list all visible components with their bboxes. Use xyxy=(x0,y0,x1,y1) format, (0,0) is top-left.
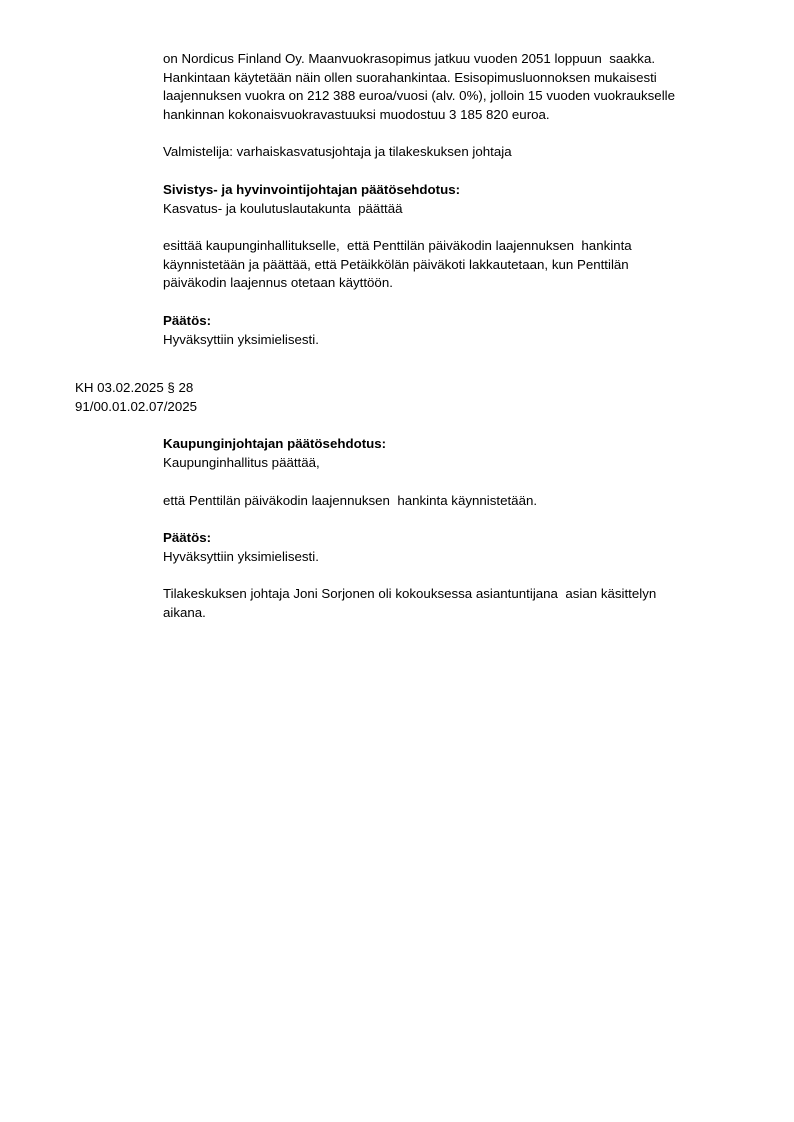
text-line: on Nordicus Finland Oy. Maanvuokrasopimus jatkuu vuoden 2051 loppuun saakka. xyxy=(163,51,656,66)
proposal-subline: Kasvatus- ja koulutuslautakunta päättää xyxy=(163,200,403,216)
text-line: Hankintaan käytetään näin ollen suorahankintaa. Esisopimusluonnoksen mukaisesti xyxy=(163,69,657,85)
decision-city-board-section xyxy=(163,529,794,566)
diary-number-line: 91/00.01.02.07/2025 xyxy=(75,398,198,414)
decision-heading: Päätös: xyxy=(163,312,212,328)
text-line: hankinnan kokonaisvuokravastuuksi muodostuu 3 185 820 euroa. xyxy=(163,106,550,122)
decision-text: Hyväksyttiin yksimielisesti. xyxy=(163,548,319,564)
case-reference xyxy=(75,379,794,416)
text-line: käynnistetään ja päättää, että Petäikkölän päiväkoti lakkautetaan, kun Penttilän xyxy=(163,256,629,272)
decision-board-section xyxy=(163,312,794,349)
proposal-subline: Kaupunginhallitus päättää, xyxy=(163,454,320,470)
proposal-heading: Kaupunginjohtajan päätösehdotus: xyxy=(163,436,387,452)
decision-heading: Päätös: xyxy=(163,530,212,546)
preparer-note xyxy=(163,143,794,162)
text-line: laajennuksen vuokra on 212 388 euroa/vuosi (alv. 0%), jolloin 15 vuoden vuokraukselle xyxy=(163,88,676,104)
preparer-line: Valmistelija: varhaiskasvatusjohtaja ja tilakeskuksen johtaja xyxy=(163,144,512,160)
text-line: aikana. xyxy=(163,604,206,620)
text-line: että Penttilän päiväkodin laajennuksen hankinta käynnistetään. xyxy=(163,492,538,508)
meeting-reference-line: KH 03.02.2025 § 28 xyxy=(75,380,194,396)
proposal-education-director xyxy=(163,181,794,218)
proposal-city-manager-text xyxy=(163,492,794,511)
decision-text: Hyväksyttiin yksimielisesti. xyxy=(163,331,319,347)
proposal-education-director-text xyxy=(163,237,794,293)
proposal-city-manager xyxy=(163,435,794,472)
proposal-heading: Sivistys- ja hyvinvointijohtajan päätösehdotus: xyxy=(163,181,461,197)
paragraph-lease-terms xyxy=(163,50,794,124)
text-line: esittää kaupunginhallitukselle, että Penttilän päiväkodin laajennuksen hankinta xyxy=(163,238,632,254)
text-line: Tilakeskuksen johtaja Joni Sorjonen oli kokouksessa asiantuntijana asian käsittelyn xyxy=(163,586,657,602)
expert-attendance-note xyxy=(163,585,794,622)
text-line: päiväkodin laajennus otetaan käyttöön. xyxy=(163,275,393,291)
